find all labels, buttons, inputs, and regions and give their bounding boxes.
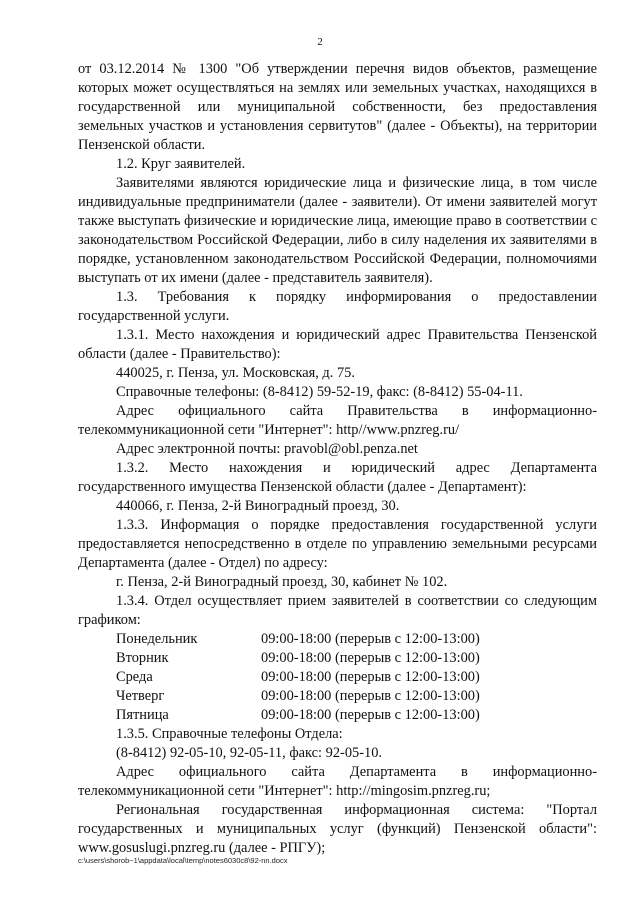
schedule-row xyxy=(116,706,480,725)
paragraph: 1.3.3. Информация о порядке предоставления государственной услуги предоставляется непосредственно в отделе по управлению земельными ресурсами Департамента (далее - Отдел) по адресу: xyxy=(78,517,597,571)
paragraph: 440025, г. Пенза, ул. Московская, д. 75. xyxy=(116,365,355,381)
schedule-hours: 09:00-18:00 (перерыв с 12:00-13:00) xyxy=(261,688,480,704)
schedule-hours: 09:00-18:00 (перерыв с 12:00-13:00) xyxy=(261,631,480,647)
schedule-day: Пятница xyxy=(116,707,169,723)
page-number: 2 xyxy=(317,36,323,48)
paragraph: г. Пенза, 2-й Виноградный проезд, 30, кабинет № 102. xyxy=(116,574,448,590)
document-body xyxy=(78,60,597,858)
paragraph: 1.3. Требования к порядку информирования о предоставлении государственной услуги. xyxy=(78,289,597,324)
schedule-hours: 09:00-18:00 (перерыв с 12:00-13:00) xyxy=(261,707,480,723)
paragraph: 1.3.4. Отдел осуществляет прием заявителей в соответствии со следующим графиком: xyxy=(78,593,597,628)
schedule-row xyxy=(116,668,480,687)
schedule-hours: 09:00-18:00 (перерыв с 12:00-13:00) xyxy=(261,650,480,666)
paragraph: Региональная государственная информационная система: "Портал государственных и муниципальных услуг (функций) Пензенской области": www.gosuslugi.pnzreg.ru (далее - РПГУ); xyxy=(78,802,597,856)
paragraph: Адрес электронной почты: pravobl@obl.penza.net xyxy=(116,441,418,457)
paragraphs-after-schedule xyxy=(78,725,597,858)
paragraph: 1.3.2. Место нахождения и юридический адрес Департамента государственного имущества Пензенской области (далее - Департамент): xyxy=(78,460,597,495)
paragraph: 440066, г. Пенза, 2-й Виноградный проезд, 30. xyxy=(116,498,400,514)
schedule-day: Понедельник xyxy=(116,631,198,647)
paragraph: Адрес официального сайта Правительства в информационно-телекоммуникационной сети "Интернет": http//www.pnzreg.ru/ xyxy=(78,403,597,438)
paragraph: Адрес официального сайта Департамента в информационно-телекоммуникационной сети "Интернет": http://mingosim.pnzreg.ru; xyxy=(78,764,597,799)
paragraph: от 03.12.2014 № 1300 "Об утверждении перечня видов объектов, размещение которых может осуществляться на землях или земельных участках, находящихся в государственной или муниципальной собственности, без предоставления земельных участков и установления сервитутов" (далее - Объекты), на территории Пензенской области. xyxy=(78,61,597,153)
paragraph: 1.2. Круг заявителей. xyxy=(116,156,246,172)
schedule-day: Вторник xyxy=(116,650,169,666)
file-path-footer: c:\users\shorob~1\appdata\local\temp\notes6030c8\92-nn.docx xyxy=(78,856,288,865)
schedule-day: Среда xyxy=(116,669,153,685)
paragraphs-before-schedule xyxy=(78,60,597,630)
schedule-hours: 09:00-18:00 (перерыв с 12:00-13:00) xyxy=(261,669,480,685)
schedule-day: Четверг xyxy=(116,688,165,704)
schedule-row xyxy=(116,687,480,706)
reception-schedule xyxy=(116,630,480,725)
paragraph: 1.3.1. Место нахождения и юридический адрес Правительства Пензенской области (далее - Правительство): xyxy=(78,327,597,362)
schedule-row xyxy=(116,630,480,649)
schedule-row xyxy=(116,649,480,668)
paragraph: Заявителями являются юридические лица и физические лица, в том числе индивидуальные предприниматели (далее - заявители). От имени заявителей могут также выступать физические и юридические лица, имеющие право в соответствии с законодательством Российской Федерации, либо в силу наделения их заявителями в порядке, установленном законодательством Российской Федерации, полномочиями выступать от их имени (далее - представитель заявителя). xyxy=(78,175,597,286)
paragraph: 1.3.5. Справочные телефоны Отдела: xyxy=(116,726,343,742)
paragraph: Справочные телефоны: (8-8412) 59-52-19, факс: (8-8412) 55-04-11. xyxy=(116,384,523,400)
paragraph: (8-8412) 92-05-10, 92-05-11, факс: 92-05-10. xyxy=(116,745,383,761)
